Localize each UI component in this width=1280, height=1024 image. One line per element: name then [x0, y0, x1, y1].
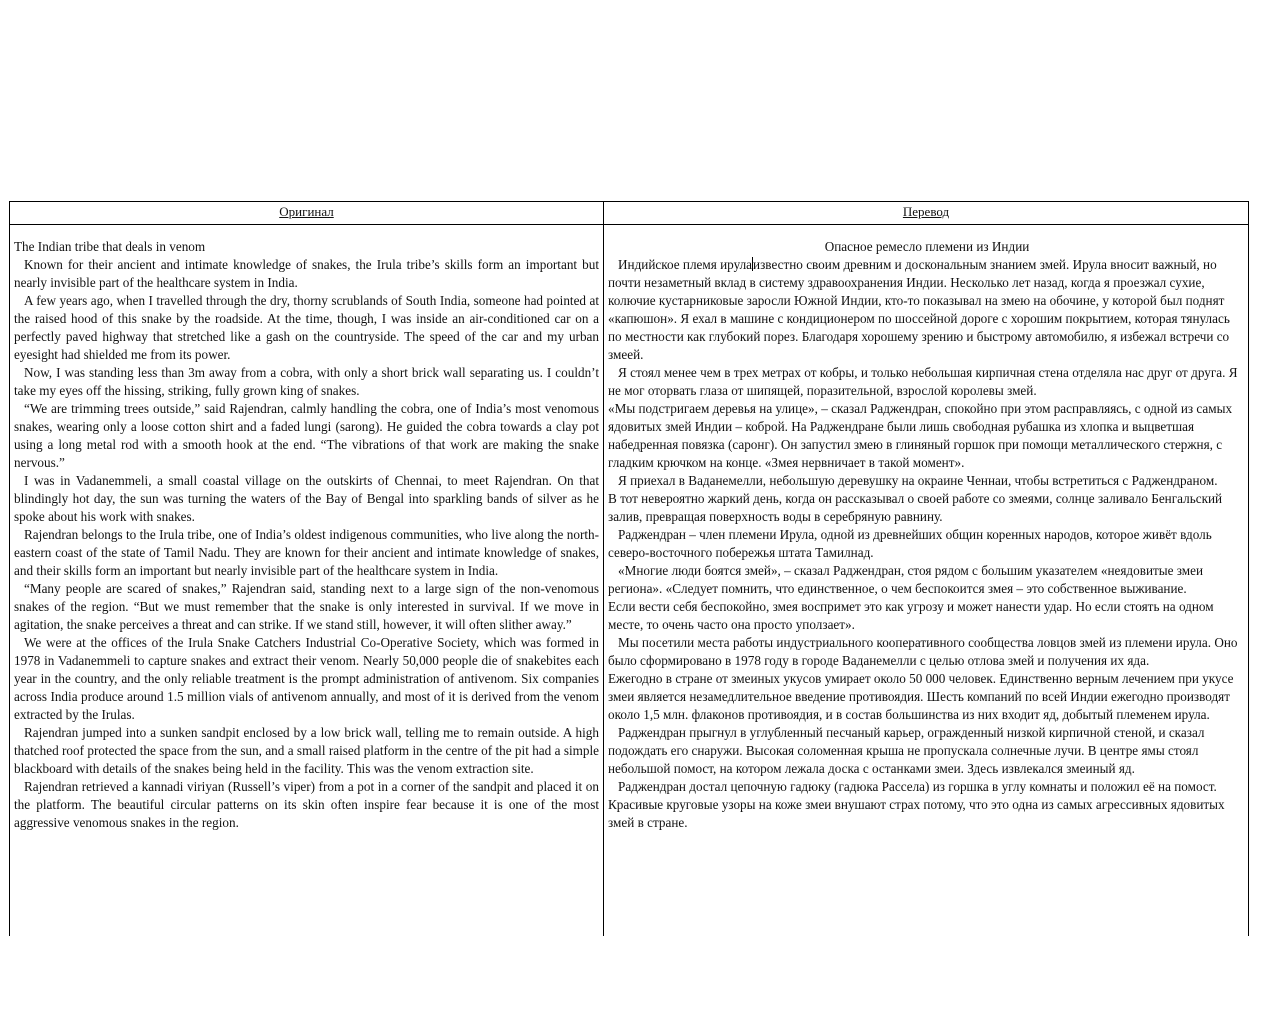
header-translation: Перевод — [902, 204, 950, 219]
translation-paragraph: Красивые круговые узоры на коже змеи внушают страх потому, что это одна из самых агрессивных ядовитых змей в стране. — [608, 797, 1225, 830]
translation-paragraph: Я приехал в Ваданемелли, небольшую деревушку на окраине Ченнаи, чтобы встретиться с Раджендраном. — [618, 473, 1218, 488]
translation-paragraph: Раджендран достал цепочную гадюку (гадюка Рассела) из горшка в углу комнаты и положил её на помост. — [618, 779, 1217, 794]
original-paragraph: I was in Vadanemmeli, a small coastal village on the outskirts of Chennai, to meet Rajendran. On that blindingly hot day, the sun was turning the waters of the Bay of Bengal into sparkling bands of silver as he spoke about his work with snakes. — [14, 473, 599, 524]
original-paragraph: Now, I was standing less than 3m away from a cobra, with only a short brick wall separating us. I couldn’t take my eyes off the hissing, striking, fully grown king of snakes. — [14, 365, 599, 398]
original-text-cell[interactable] — [14, 238, 599, 936]
translation-paragraph: «Мы подстригаем деревья на улице», – сказал Раджендран, спокойно при этом расправляясь, с одной из самых ядовитых змей Индии – коброй. На Раджендране были лишь свободная рубашка из хлопка и выцветшая набедренная повязка (саронг). Он запустил змею в глиняный горшок при помощи металлического стержня, с гладким крючком на конце. «Змея нервничает в такой момент». — [608, 401, 1233, 470]
original-paragraph: “Many people are scared of snakes,” Rajendran said, standing next to a large sign of the non-venomous snakes of the region. “But we must remember that the snake is only interested in survival. If we move in agitation, the snake perceives a threat and can strike. If we stand still, however, it will often slither away.” — [14, 581, 599, 632]
translation-text-cell[interactable] — [608, 238, 1246, 936]
translation-paragraph: Если вести себя беспокойно, змея воспримет это как угрозу и может нанести удар. Но если стоять на одном месте, то очень часто она просто уползает». — [608, 599, 1214, 632]
translation-paragraph: Мы посетили места работы индустриального кооперативного сообщества ловцов змей из племени ирула. Оно было сформировано в 1978 году в городе Ваданемелли с целью отлова змей и получения их яда. — [608, 635, 1238, 668]
original-paragraph: Rajendran belongs to the Irula tribe, one of India’s oldest indigenous communities, who live along the north-eastern coast of the state of Tamil Nadu. They are known for their ancient and intimate knowledge of snakes, and their skills form an important but nearly invisible part of the healthcare system in India. — [14, 527, 599, 578]
header-original: Оригинал — [279, 204, 334, 219]
translation-paragraph: Я стоял менее чем в трех метрах от кобры, и только небольшая кирпичная стена отделяла нас друг от друга. Я не мог оторвать глаза от шипящей, поразительной, взрослой королевы змей. — [608, 365, 1238, 398]
original-title: The Indian tribe that deals in venom — [14, 239, 206, 254]
original-paragraph: We were at the offices of the Irula Snake Catchers Industrial Co-Operative Society, which was formed in 1978 in Vadanemmeli to capture snakes and extract their venom. Nearly 50,000 people die of snakebites each year in the country, and the only reliable treatment is the prompt administration of antivenom. Six companies across India produce around 1.5 million vials of antivenom annually, and most of it is derived from the venom extracted by the Irulas. — [14, 635, 599, 722]
column-divider — [603, 202, 604, 936]
translation-paragraph: северо-восточного побережья штата Тамилнад. — [608, 545, 874, 560]
translation-text-before-cursor: Индийское племя ирула — [618, 257, 753, 272]
translation-paragraph: Ежегодно в стране от змеиных укусов умирает около 50 000 человек. Единственно верным лечением при укусе змеи является незамедлительное введение противоядия. Шесть компаний по всей Индии ежегодно производят около 1,5 млн. флаконов противоядия, и в состав большинства из них входит яд, добытый племенем ирула. — [608, 671, 1234, 722]
translation-paragraph: Раджендран – член племени Ирула, одной из древнейших общин коренных народов, которое живёт вдоль — [618, 527, 1212, 542]
translation-paragraph[interactable] — [608, 256, 1246, 364]
translation-text-after-cursor: известно своим древним и доскональным знанием змей. Ирула вносит важный, но почти незаметный вклад в систему здравоохранения Индии. Несколько лет назад, когда я проезжал сухие, колючие кустарниковые заросли Южной Индии, кто-то показывал на змею на обочине, у которой был поднят «капюшон». Я ехал в машине с кондиционером по шоссейной дороге с хорошим покрытием, которая тянулась по местности как глубокий порез. Благодаря хорошему зрению и быстрому автомобилю, я избежал встречи со змеей. — [608, 257, 1230, 362]
translation-title: Опасное ремесло племени из Индии — [824, 239, 1030, 254]
original-paragraph: Known for their ancient and intimate knowledge of snakes, the Irula tribe’s skills form an important but nearly invisible part of the healthcare system in India. — [14, 257, 599, 290]
original-paragraph: A few years ago, when I travelled through the dry, thorny scrublands of South India, someone had pointed at the raised hood of this snake by the roadside. At the time, though, I was inside an air-conditioned car on a perfectly paved highway that stretched like a gash on the countryside. The speed of the car and my urban eyesight had shielded me from its power. — [14, 293, 599, 362]
original-paragraph: Rajendran retrieved a kannadi viriyan (Russell’s viper) from a pot in a corner of the sandpit and placed it on the platform. The beautiful circular patterns on its skin often inspire fear because it is one of the most aggressive venomous snakes in the region. — [14, 779, 599, 830]
table-header-row — [10, 202, 1248, 225]
translation-paragraph: Раджендран прыгнул в углубленный песчаный карьер, огражденный низкой кирпичной стеной, и сказал подождать его снаружи. Высокая соломенная крыша не пропускала солнечные лучи. В центре ямы стоял небольшой помост, на котором лежала доска с останками змеи. Здесь извлекался змеиный яд. — [608, 725, 1205, 776]
bilingual-table — [9, 201, 1249, 936]
translation-paragraph: «Многие люди боятся змей», – сказал Раджендран, стоя рядом с большим указателем «неядовитые змеи региона». «Следует помнить, что единственное, о чем беспокоится змея – это собственное выживание. — [608, 563, 1204, 596]
original-paragraph: “We are trimming trees outside,” said Rajendran, calmly handling the cobra, one of India’s most venomous snakes, wearing only a loose cotton shirt and a faded lungi (sarong). He guided the cobra towards a clay pot using a long metal rod with a smooth hook at the end. “The vibrations of that work are making the snake nervous.” — [14, 401, 599, 470]
original-paragraph: Rajendran jumped into a sunken sandpit enclosed by a low brick wall, telling me to remain outside. A high thatched roof protected the space from the sun, and a small raised platform in the centre of the pit had a simple blackboard with details of the snakes being held in the facility. This was the venom extraction site. — [14, 725, 599, 776]
translation-paragraph: В тот невероятно жаркий день, когда он рассказывал о своей работе со змеями, солнце заливало Бенгальский залив, превращая поверхность воды в серебряную равнину. — [608, 491, 1223, 524]
